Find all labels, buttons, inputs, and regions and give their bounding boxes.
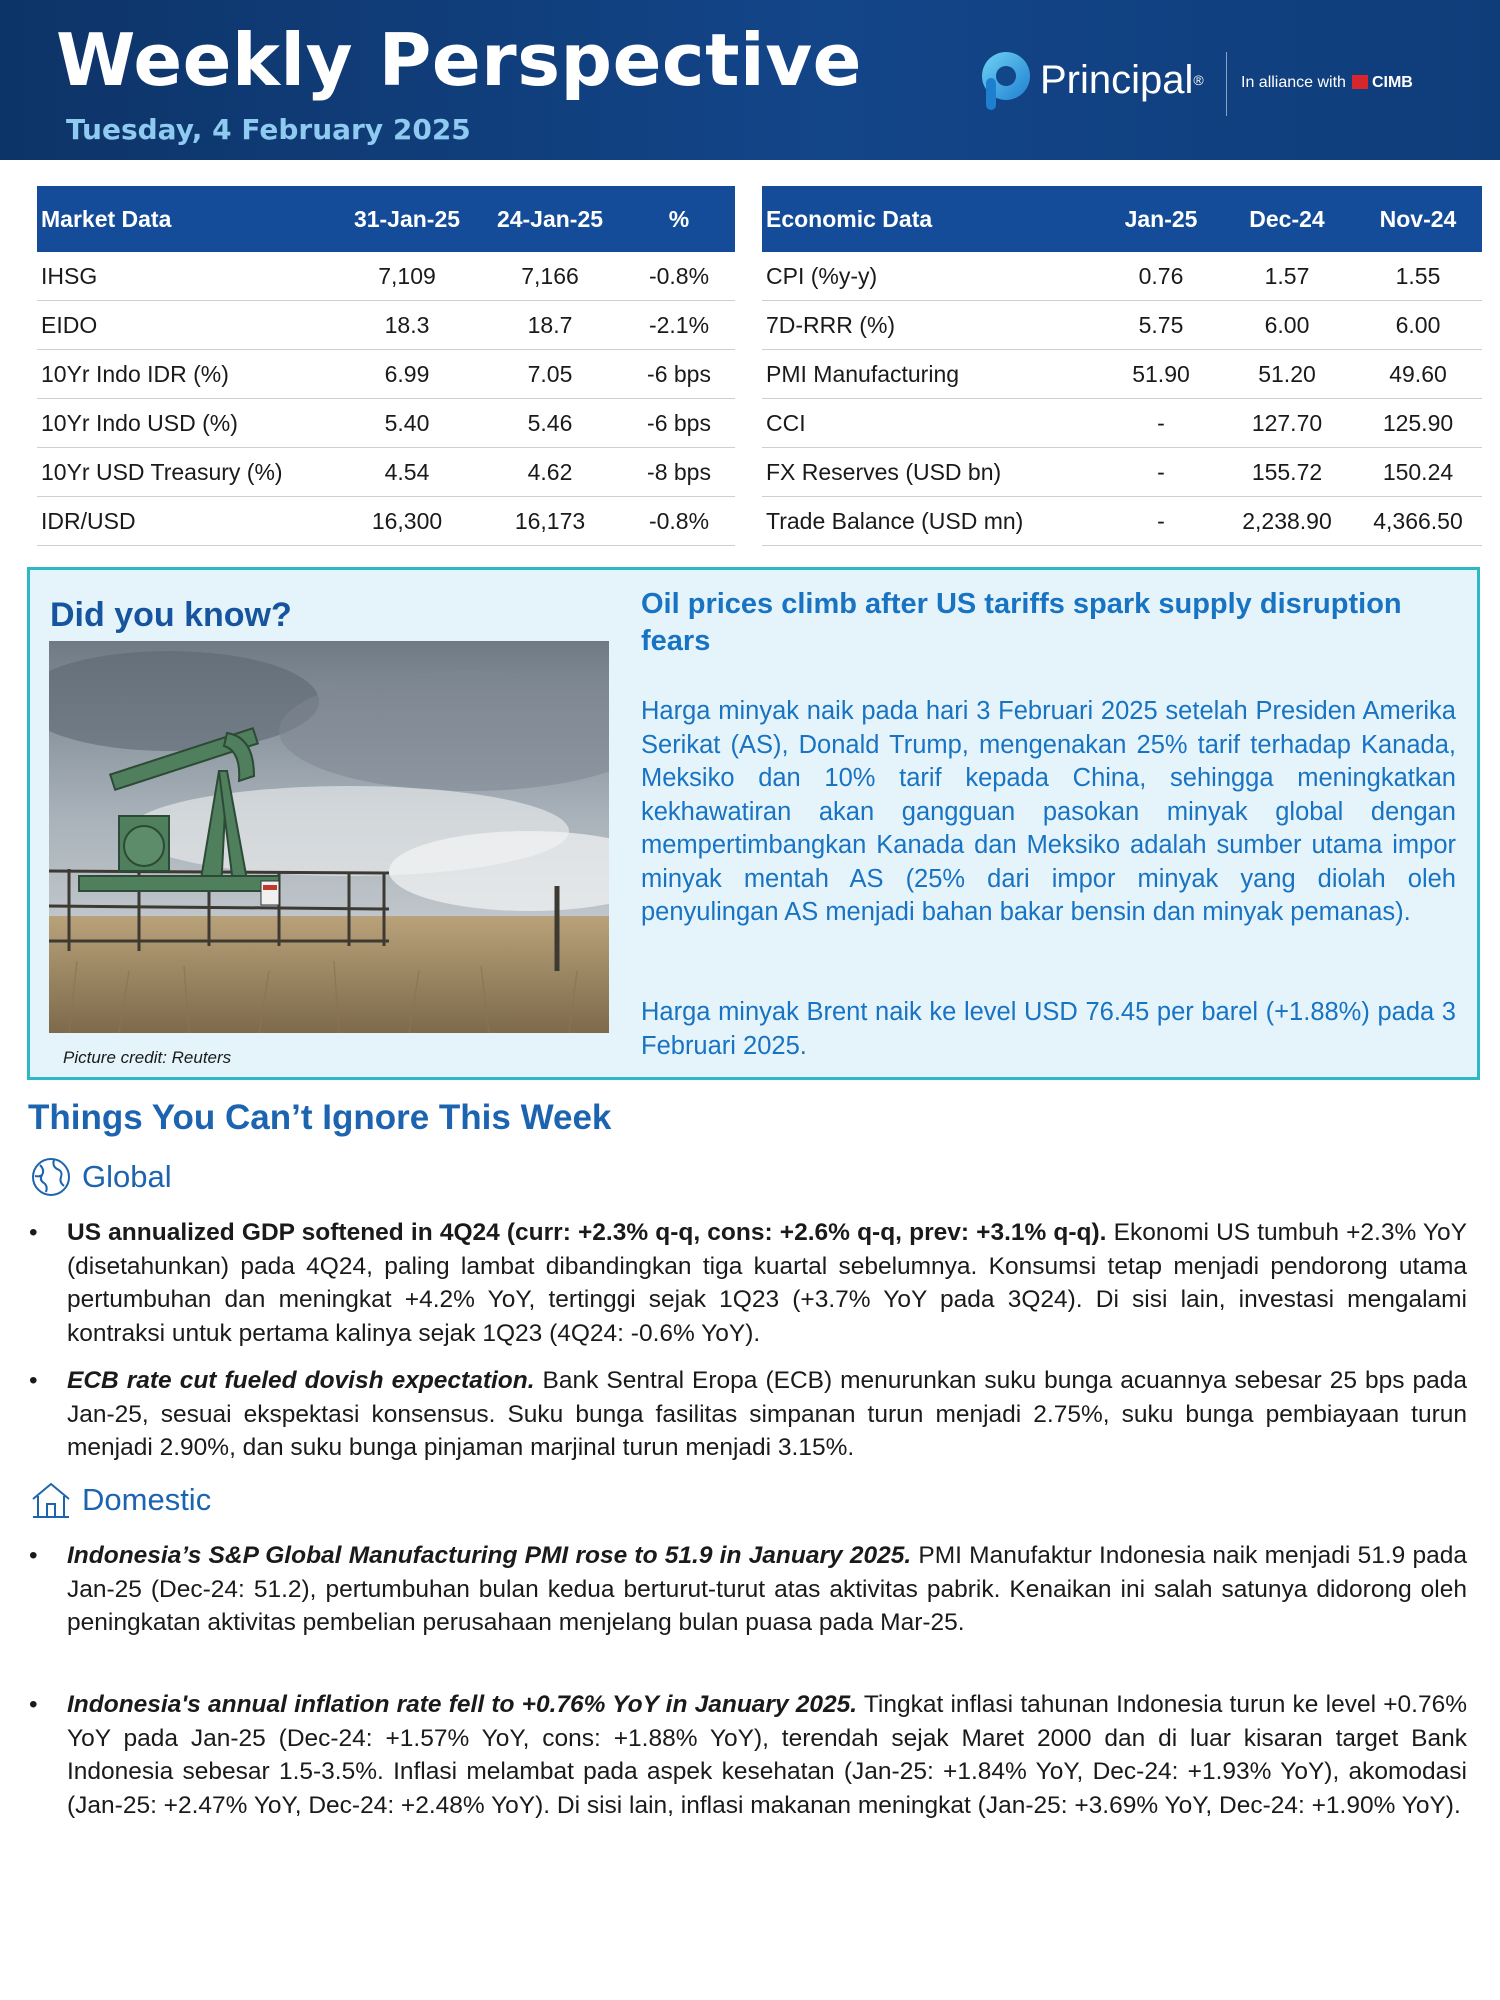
table-cell: -0.8%	[623, 497, 735, 546]
table-cell: 6.00	[1220, 301, 1354, 350]
table-cell: 7,166	[477, 252, 623, 301]
table-row	[762, 252, 1482, 301]
bullet-body: Tingkat inflasi tahunan Indonesia turun ke level +0.76% YoY pada Jan-25 (Dec-24: +1.57% YoY, cons: +1.88% YoY), terendah sejak Maret 2000 dan di luar kisaran target Bank Indonesia sebesar 1.5-3.5%. Inflasi melambat pada aspek kesehatan (Jan-25: +1.84% YoY, Dec-24: +1.93% YoY), akomodasi (Jan-25: +2.47% YoY, Dec-24: +2.48% YoY). Di sisi lain, inflasi makanan meningkat (Jan-25: +3.69% YoY, Dec-24: +1.90% YoY).	[67, 1691, 1467, 1819]
row-label: 10Yr Indo IDR (%)	[37, 350, 337, 399]
column-header: 24-Jan-25	[477, 186, 623, 252]
row-label: IHSG	[37, 252, 337, 301]
row-label: CPI (%y-y)	[762, 252, 1102, 301]
bullet-body: PMI Manufaktur Indonesia naik menjadi 51.9 pada Jan-25 (Dec-24: 51.2), pertumbuhan bulan kedua berturut-turut atas aktivitas pabrik. Kenaikan ini salah satunya didorong oleh peningkatan aktivitas pembelian perusahaan menjelang bulan puasa pada Mar-25.	[67, 1542, 1468, 1636]
table-row	[762, 497, 1482, 546]
table-cell: 7.05	[477, 350, 623, 399]
did-you-know-title: Did you know?	[50, 596, 292, 634]
bullet-text	[67, 1364, 1467, 1465]
column-header: Dec-24	[1220, 186, 1354, 252]
bullet-text	[67, 1539, 1467, 1640]
bullet-glyph: •	[29, 1367, 38, 1394]
list-item	[27, 1364, 1467, 1465]
row-label: 10Yr Indo USD (%)	[37, 399, 337, 448]
row-label: FX Reserves (USD bn)	[762, 448, 1102, 497]
table-cell: 51.20	[1220, 350, 1354, 399]
table-header-row	[37, 186, 735, 252]
table-cell: 4.54	[337, 448, 477, 497]
table-cell: 1.55	[1354, 252, 1482, 301]
column-header: Market Data	[37, 186, 337, 252]
news-paragraph: Harga minyak Brent naik ke level USD 76.45 per barel (+1.88%) pada 3 Februari 2025.	[641, 998, 1456, 1060]
page-title: Weekly Perspective	[56, 18, 862, 102]
publication-date: Tuesday, 4 February 2025	[66, 113, 471, 146]
domestic-label: Domestic	[82, 1482, 212, 1517]
table-cell: 4,366.50	[1354, 497, 1482, 546]
table-cell: 7,109	[337, 252, 477, 301]
table-cell: 51.90	[1102, 350, 1220, 399]
picture-credit: Picture credit: Reuters	[63, 1048, 232, 1067]
table-cell: 4.62	[477, 448, 623, 497]
section-title: Things You Can’t Ignore This Week	[28, 1098, 612, 1137]
table-row	[37, 350, 735, 399]
table-cell: -0.8%	[623, 252, 735, 301]
table-cell: 5.40	[337, 399, 477, 448]
bullet-body: Bank Sentral Eropa (ECB) menurunkan suku bunga acuannya sebesar 25 bps pada Jan-25, sesuai ekspektasi konsensus. Suku bunga fasilitas simpanan turun menjadi 2.75%, suku bunga pembiayaan turun menjadi 2.90%, dan suku bunga pinjaman marjinal turun menjadi 3.15%.	[67, 1367, 1467, 1461]
table-cell: 155.72	[1220, 448, 1354, 497]
partner-name: CIMB	[1371, 74, 1413, 91]
alliance-tag	[1241, 72, 1413, 94]
table-row	[37, 497, 735, 546]
table-row	[762, 448, 1482, 497]
table-row	[762, 301, 1482, 350]
column-header: Nov-24	[1354, 186, 1482, 252]
row-label: 10Yr USD Treasury (%)	[37, 448, 337, 497]
table-cell: 18.7	[477, 301, 623, 350]
table-cell: -6 bps	[623, 399, 735, 448]
table-cell: -	[1102, 399, 1220, 448]
column-header: 31-Jan-25	[337, 186, 477, 252]
logo-divider	[1226, 52, 1227, 116]
news-headline: Oil prices climb after US tariffs spark supply disruption fears	[641, 588, 1402, 657]
table-cell: 5.46	[477, 399, 623, 448]
pumpjack-illustration-icon	[49, 641, 609, 1033]
table-cell: 2,238.90	[1220, 497, 1354, 546]
table-cell: 127.70	[1220, 399, 1354, 448]
table-cell: -2.1%	[623, 301, 735, 350]
principal-logo-icon	[978, 48, 1036, 114]
list-item	[27, 1539, 1467, 1640]
table-cell: -	[1102, 497, 1220, 546]
column-header: Jan-25	[1102, 186, 1220, 252]
bullet-lead: Indonesia's annual inflation rate fell to +0.76% YoY in January 2025.	[67, 1691, 858, 1718]
row-label: Trade Balance (USD mn)	[762, 497, 1102, 546]
row-label: CCI	[762, 399, 1102, 448]
bullet-glyph: •	[29, 1219, 38, 1246]
house-icon	[30, 1479, 72, 1521]
table-row	[37, 252, 735, 301]
economic-data-table	[762, 186, 1482, 546]
table-cell: -	[1102, 448, 1220, 497]
column-header: %	[623, 186, 735, 252]
row-label: EIDO	[37, 301, 337, 350]
list-item	[27, 1216, 1467, 1350]
domestic-subheading	[30, 1476, 211, 1524]
registered-mark: ®	[1193, 72, 1204, 88]
table-cell: -8 bps	[623, 448, 735, 497]
table-cell: 1.57	[1220, 252, 1354, 301]
did-you-know-box	[27, 567, 1480, 1080]
table-header-row	[762, 186, 1482, 252]
table-cell: 49.60	[1354, 350, 1482, 399]
bullet-text	[67, 1216, 1467, 1350]
bullet-glyph: •	[29, 1542, 38, 1569]
market-data-table	[37, 186, 735, 546]
bullet-lead: Indonesia’s S&P Global Manufacturing PMI rose to 51.9 in January 2025.	[67, 1542, 912, 1569]
row-label: 7D-RRR (%)	[762, 301, 1102, 350]
header-banner	[0, 0, 1500, 160]
table-row	[37, 301, 735, 350]
table-cell: 0.76	[1102, 252, 1220, 301]
news-paragraph: Harga minyak naik pada hari 3 Februari 2025 setelah Presiden Amerika Serikat (AS), Donald Trump, mengenakan 25% tarif terhadap Kanada, Meksiko dan 10% tarif kepada China, sehingga meningkatkan kekhawatiran akan gangguan pasokan minyak global dengan mempertimbangkan Kanada dan Meksiko adalah sumber utama impor minyak mentah AS (25% dari impor minyak yang diolah oleh penyulingan AS menjadi bahan bakar bensin dan minyak pemanas).	[641, 697, 1456, 926]
globe-icon	[30, 1156, 72, 1198]
table-cell: 6.00	[1354, 301, 1482, 350]
row-label: IDR/USD	[37, 497, 337, 546]
global-label: Global	[82, 1159, 172, 1194]
table-cell: 16,300	[337, 497, 477, 546]
cimb-logo-icon	[1352, 75, 1368, 89]
table-cell: 6.99	[337, 350, 477, 399]
table-cell: 18.3	[337, 301, 477, 350]
table-cell: 150.24	[1354, 448, 1482, 497]
bullet-lead: ECB rate cut fueled dovish expectation.	[67, 1367, 535, 1394]
table-cell: 16,173	[477, 497, 623, 546]
bullet-lead: US annualized GDP softened in 4Q24 (curr: +2.3% q-q, cons: +2.6% q-q, prev: +3.1% q-q).	[67, 1219, 1107, 1246]
column-header: Economic Data	[762, 186, 1102, 252]
bullet-body: Ekonomi US tumbuh +2.3% YoY (disetahunkan) pada 4Q24, paling lambat dibandingkan tiga kuartal sebelumnya. Konsumsi tetap menjadi pendorong utama pertumbuhan dan meningkat +4.2% YoY, tertinggi sejak 1Q23 (+3.7% YoY pada 3Q24). Di sisi lain, investasi mengalami kontraksi untuk pertama kalinya sejak 1Q23 (4Q24: -0.6% YoY).	[67, 1219, 1467, 1347]
table-cell: 125.90	[1354, 399, 1482, 448]
table-cell: -6 bps	[623, 350, 735, 399]
bullet-glyph: •	[29, 1691, 38, 1718]
table-row	[762, 350, 1482, 399]
table-row	[37, 399, 735, 448]
alliance-text: In alliance with	[1241, 74, 1346, 91]
bullet-text	[67, 1688, 1467, 1822]
table-cell: 5.75	[1102, 301, 1220, 350]
global-subheading	[30, 1153, 172, 1201]
principal-logo[interactable]	[1040, 52, 1204, 108]
brand-name: Principal	[1040, 58, 1194, 102]
oil-pumpjack-photo	[49, 641, 609, 1033]
row-label: PMI Manufacturing	[762, 350, 1102, 399]
list-item	[27, 1688, 1467, 1822]
table-row	[762, 399, 1482, 448]
table-row	[37, 448, 735, 497]
